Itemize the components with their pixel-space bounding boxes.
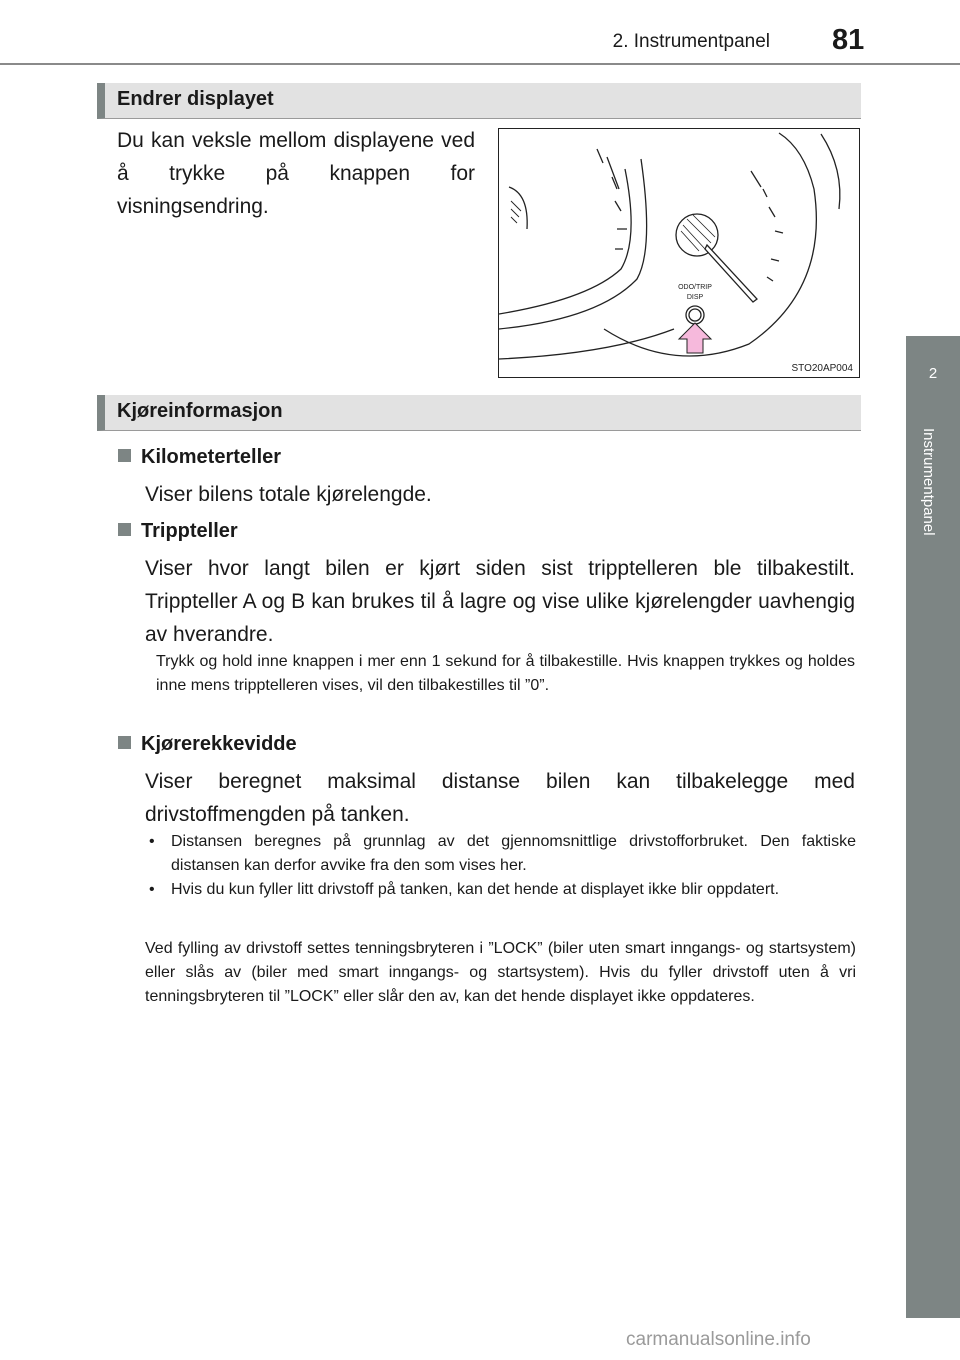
display-intro-text: Du kan veksle mellom displayene ved å trykke på knappen for visningsendring.: [117, 129, 475, 218]
chapter-tab: [906, 336, 960, 418]
instrument-cluster-illustration: [498, 128, 860, 378]
square-bullet-icon: [118, 523, 131, 536]
item-heading-odometer: [118, 446, 281, 469]
section-heading-display: [97, 83, 861, 119]
square-bullet-icon: [118, 736, 131, 749]
button-label-line2: DISP: [686, 294, 704, 301]
cluster-drawing: [499, 129, 859, 377]
header-divider: [0, 63, 960, 65]
section-heading-display-text: Endrer displayet: [117, 88, 274, 110]
chapter-tab-number: 2: [928, 365, 938, 382]
page-number: 81: [832, 24, 865, 56]
button-label-line1: ODO/TRIP: [678, 284, 712, 291]
item-heading-odometer-text: Kilometerteller: [141, 446, 282, 468]
watermark-text: carmanualsonline.info: [626, 1329, 811, 1350]
up-arrow-icon: [679, 323, 711, 353]
figure-code: STO20AP004: [791, 363, 853, 374]
range-bullet-list: [146, 830, 856, 902]
item-heading-range: [118, 733, 297, 756]
list-item: • Distansen beregnes på grunnlag av det gjennomsnittlige drivstofforbruket. Den faktiske distansen kan derfor avvike fra den som vises her.: [146, 830, 856, 878]
section-heading-info: [97, 395, 861, 431]
range-text: Viser beregnet maksimal distanse bilen kan tilbakelegge med drivstoffmengden på tanken.: [145, 770, 855, 826]
item-heading-trip: [118, 520, 238, 543]
trip-note: Trykk og hold inne knappen i mer enn 1 sekund for å tilbakestille. Hvis knappen trykkes og holdes inne mens tripptelleren vises, vil den tilbakestilles til ”0”.: [156, 653, 855, 694]
range-note: Ved fylling av drivstoff settes tenningsbryteren i ”LOCK” (biler uten smart inngangs- og startsystem) eller slås av (biler med smart inngangs- og startsystem). Hvis du fyller drivstoff uten å vri tenningsbryteren til ”LOCK” eller slår den av, kan det hende displayet ikke oppdateres.: [145, 940, 856, 1005]
chapter-side-strip: [906, 418, 960, 1318]
section-heading-info-text: Kjøreinformasjon: [117, 400, 283, 422]
chapter-side-label: Instrumentpanel: [920, 428, 937, 536]
item-heading-range-text: Kjørerekkevidde: [141, 733, 297, 755]
square-bullet-icon: [118, 449, 131, 462]
trip-text: Viser hvor langt bilen er kjørt siden sist tripptelleren ble tilbakestilt. Trippteller A og B kan brukes til å lagre og vise ulike kjørelengder uavhengig av hverandre.: [145, 557, 855, 646]
chapter-title: 2. Instrumentpanel: [612, 31, 770, 52]
list-item: • Hvis du kun fyller litt drivstoff på tanken, kan det hende at displayet ikke blir oppdatert.: [146, 878, 856, 902]
odometer-text: Viser bilens totale kjørelengde.: [145, 483, 432, 506]
item-heading-trip-text: Trippteller: [141, 520, 238, 542]
